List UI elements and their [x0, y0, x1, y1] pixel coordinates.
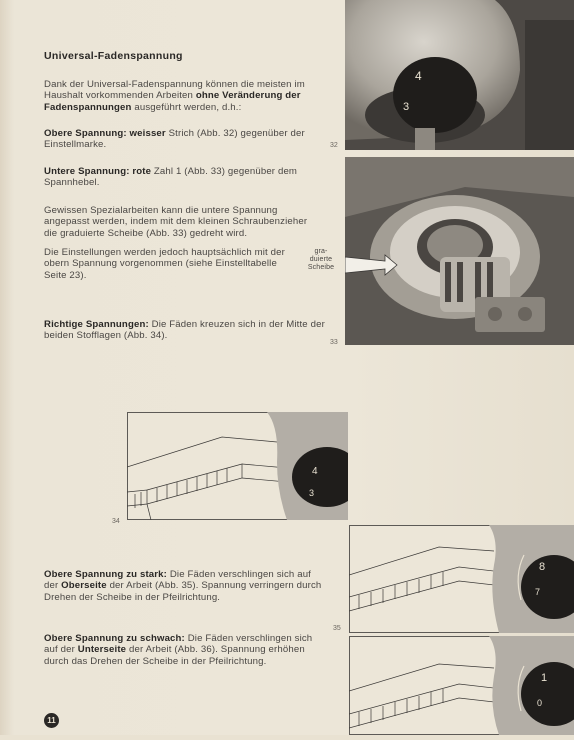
disc-label-line-2: duierte — [309, 256, 333, 263]
tension-dial-illustration — [345, 0, 574, 150]
lower-tension-bold: Untere Spannung: rote — [44, 166, 152, 177]
too-weak-bold: Obere Spannung zu schwach: — [44, 633, 185, 644]
intro-bold: ohne Veränderung der Fadenspannungen — [44, 90, 301, 113]
figure-number-32: 32 — [330, 142, 338, 149]
lower-tension-paragraph — [44, 166, 314, 189]
special-work-paragraph: Gewissen Spezialarbeiten kann die untere Spannung angepasst werden, indem mit dem kleinen Schraubenzieher die graduierte Scheibe (Abb. 33) gedreht wird. — [44, 205, 308, 239]
too-weak-text-2: der Arbeit (Abb. 36). Spannung erhöhen durch das Drehen der Scheibe in der Pfeilrichtung. — [44, 644, 305, 667]
disc-label-line-3: Scheibe — [307, 264, 335, 271]
bobbin-case-illustration — [345, 157, 574, 345]
disc-label — [300, 248, 342, 272]
svg-text:4: 4 — [415, 69, 422, 83]
svg-text:3: 3 — [309, 488, 315, 498]
figure-35-too-strong-diagram — [349, 525, 574, 633]
section-heading: Universal-Fadenspannung — [44, 50, 183, 62]
figure-32-tension-dial-photo — [345, 0, 574, 150]
figure-34-correct-stitch-diagram — [127, 412, 348, 520]
svg-text:7: 7 — [535, 587, 541, 597]
correct-tension-paragraph — [44, 319, 326, 342]
figure-36-too-weak-diagram — [349, 636, 574, 735]
intro-text: Dank der Universal-Fadenspannung können die meisten im Haushalt vorkommenden Arbeiten — [44, 79, 305, 102]
correct-stitch-illustration — [127, 412, 348, 520]
too-strong-bold: Obere Spannung zu stark: — [44, 569, 168, 580]
intro-text-end: ausgeführt werden, d.h.: — [131, 101, 242, 113]
figure-33-bobbin-case-photo — [345, 157, 574, 345]
figure-number-35: 35 — [333, 625, 341, 632]
too-weak-bold-2: Unterseite — [77, 644, 127, 656]
too-strong-bold-2: Oberseite — [61, 580, 107, 592]
disc-label-line-1: gra- — [314, 248, 328, 255]
svg-text:1: 1 — [541, 672, 548, 684]
svg-text:8: 8 — [539, 561, 546, 573]
intro-paragraph — [44, 79, 324, 113]
page-number: 11 — [44, 713, 59, 728]
upper-tension-paragraph — [44, 128, 314, 151]
lower-tension-text: Zahl 1 (Abb. 33) gegenüber dem Spannhebel. — [44, 166, 298, 189]
too-weak-text-1: Die Fäden verschlingen sich auf der — [44, 633, 313, 656]
too-strong-text-2: der Arbeit (Abb. 35). Spannung verringern durch Drehen der Scheibe in der Pfeilrichtung. — [44, 580, 322, 603]
figure-number-33: 33 — [330, 339, 338, 346]
too-strong-illustration — [349, 525, 574, 633]
too-strong-text-1: Die Fäden verschlingen sich auf der — [44, 569, 311, 592]
upper-tension-bold: Obere Spannung: weisser — [44, 128, 166, 139]
correct-tension-bold: Richtige Spannungen: — [44, 319, 149, 330]
svg-text:4: 4 — [312, 466, 318, 477]
svg-text:3: 3 — [403, 101, 410, 113]
correct-tension-text: Die Fäden kreuzen sich in der Mitte der beiden Stofflagen (Abb. 34). — [44, 319, 325, 342]
too-weak-paragraph — [44, 633, 326, 667]
too-weak-illustration — [349, 636, 574, 735]
too-strong-paragraph — [44, 569, 326, 603]
upper-tension-text: Strich (Abb. 32) gegenüber der Einstellmarke. — [44, 128, 305, 151]
settings-paragraph: Die Einstellungen werden jedoch hauptsächlich mit der obern Spannung vorgenommen (siehe Einstelltabelle Seite 23). — [44, 247, 286, 281]
figure-number-34: 34 — [112, 518, 120, 525]
svg-text:0: 0 — [537, 698, 543, 708]
